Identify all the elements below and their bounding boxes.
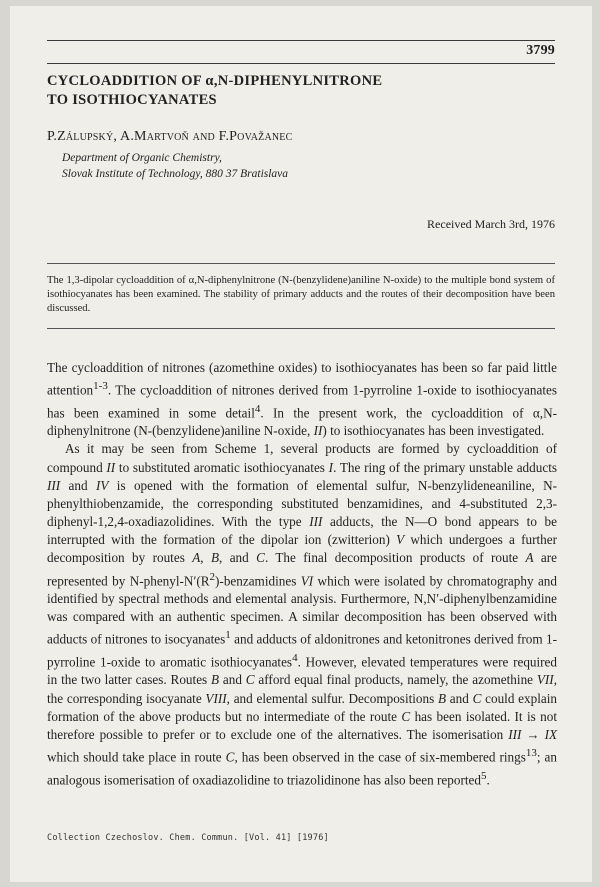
abstract-rule-bottom: [47, 328, 555, 329]
main-text: [47, 359, 557, 789]
abstract: The 1,3-dipolar cycloaddition of α,N-diphenylnitrone (N-(benzylidene)aniline N-oxide) to the multiple bond system of isothiocyanates has been examined. The stability of primary adducts and the routes of their decomposition have been discussed.: [47, 275, 555, 314]
title-line-2: TO ISOTHIOCYANATES: [47, 92, 217, 108]
article-title: [47, 72, 527, 110]
paragraph-1: The cycloaddition of nitrones (azomethine oxides) to isothiocyanates has been so far paid little attention$^{1-3}$. The cycloaddition of nitrones derived from 1-pyrroline 1-oxide to isothiocyanates has been examined in some detail$^4$. In the present work, the cycloaddition of α,N-diphenylnitrone (N-(benzylidene)aniline N-oxide, II) to isothiocyanates has been investigated.: [47, 360, 557, 439]
affiliation-line-1: Department of Organic Chemistry,: [62, 152, 222, 164]
reference-mark: 13: [525, 747, 537, 760]
reference-mark: 5: [480, 769, 487, 782]
header-rule: [47, 40, 555, 41]
reference-mark: 4: [254, 402, 261, 415]
received-date: Received March 3rd, 1976: [427, 217, 555, 231]
reference-mark: 4: [292, 651, 298, 664]
affiliation-line-2: Slovak Institute of Technology, 880 37 Bratislava: [62, 168, 289, 180]
journal-page: [10, 6, 592, 882]
journal-footer: Collection Czechoslov. Chem. Commun. [Vol. 41] [1976]: [47, 833, 329, 843]
authors: P.Zálupský, A.Martvoň and F.Považanec: [47, 129, 293, 144]
reference-mark: 1: [225, 629, 231, 642]
affiliation: [62, 150, 482, 182]
title-line-1: CYCLOADDITION OF α,N-DIPHENYLNITRONE: [47, 73, 383, 89]
header-rule-bottom: [47, 63, 555, 64]
paragraph-2: As it may be seen from Scheme 1, several products are formed by cycloaddition of compound II to substituted aromatic isothiocyanates I. The ring of the primary unstable adducts III and IV is opened with the formation of elemental sulfur, N-benzylideneaniline, N-phenylthiobenzamide, the corresponding substituted benzamidines, and 4-substituted 2,3-diphenyl-1,2,4-oxadiazolidines. With the type III adducts, the N—O bond appears to be interrupted with the formation of the dipolar ion (zwitterion) V which undergoes a further decomposition by routes A, B, and C. The final decomposition products of route A are represented by $N-phenyl-N'(R^2)$-benzamidines VI which were isolated by chromatography and identified by spectral methods and elemental analysis. Furthermore, N,N′-diphenylbenzamidine was compared with an authentic specimen. A similar decomposition has been observed with adducts of nitrones to isocyanates$^1$ and adducts of aldonitrones and ketonitrones derived from 1-pyrroline 1-oxide to aromatic isothiocyanates$^4$. However, elevated temperatures were required in the two latter cases. Routes B and C afford equal final products, namely, the azomethine VII, the corresponding isocyanate VIII, and elemental sulfur. Decompositions B and C could explain formation of the above products but no intermediate of the route C has been isolated. It is not therefore possible to prefer or to exclude one of the alternatives. The isomerisation III → IX which should take place in route C, has been observed in the case of six-membered rings$^{13}$; an analogous isomerisation of oxadiazolidine to triazolidinone has also been reported$^5$.: [47, 441, 558, 788]
abstract-rule-top: [47, 263, 555, 264]
page-number: 3799: [526, 43, 555, 58]
reference-mark: 1-3: [93, 380, 108, 393]
